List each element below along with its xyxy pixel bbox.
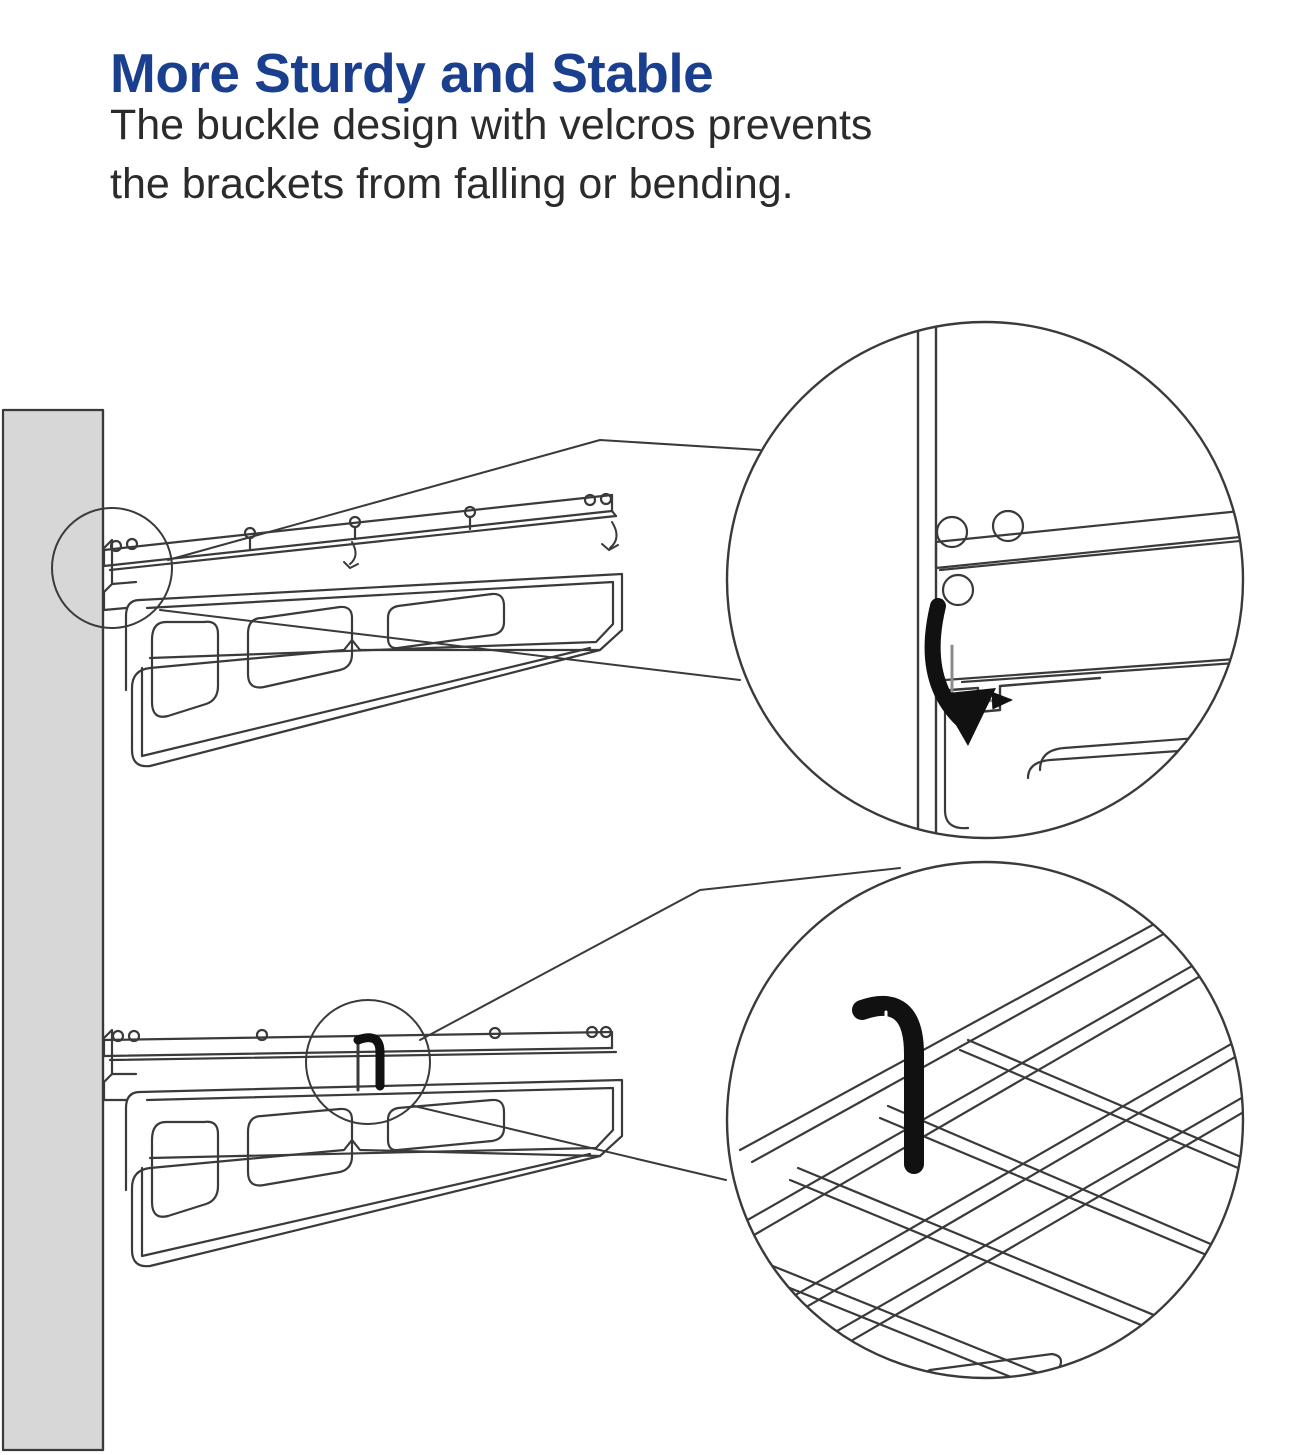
bracket-installation-diagram xyxy=(0,250,1297,1455)
page-subtitle-line-1: The buckle design with velcros prevents xyxy=(110,101,873,149)
lower-bracket-assembly xyxy=(104,1000,622,1266)
page-title: More Sturdy and Stable xyxy=(110,41,714,104)
detail-circle-buckle-bottom xyxy=(700,850,1290,1455)
page-subtitle-line-2: the brackets from falling or bending. xyxy=(110,160,794,209)
leader-lines-upper xyxy=(160,440,760,680)
page-subtitle xyxy=(110,96,1180,215)
detail-circle-buckle-top xyxy=(727,310,1250,850)
detail-marker-lower xyxy=(306,1000,430,1124)
upper-bracket-assembly xyxy=(52,494,622,766)
